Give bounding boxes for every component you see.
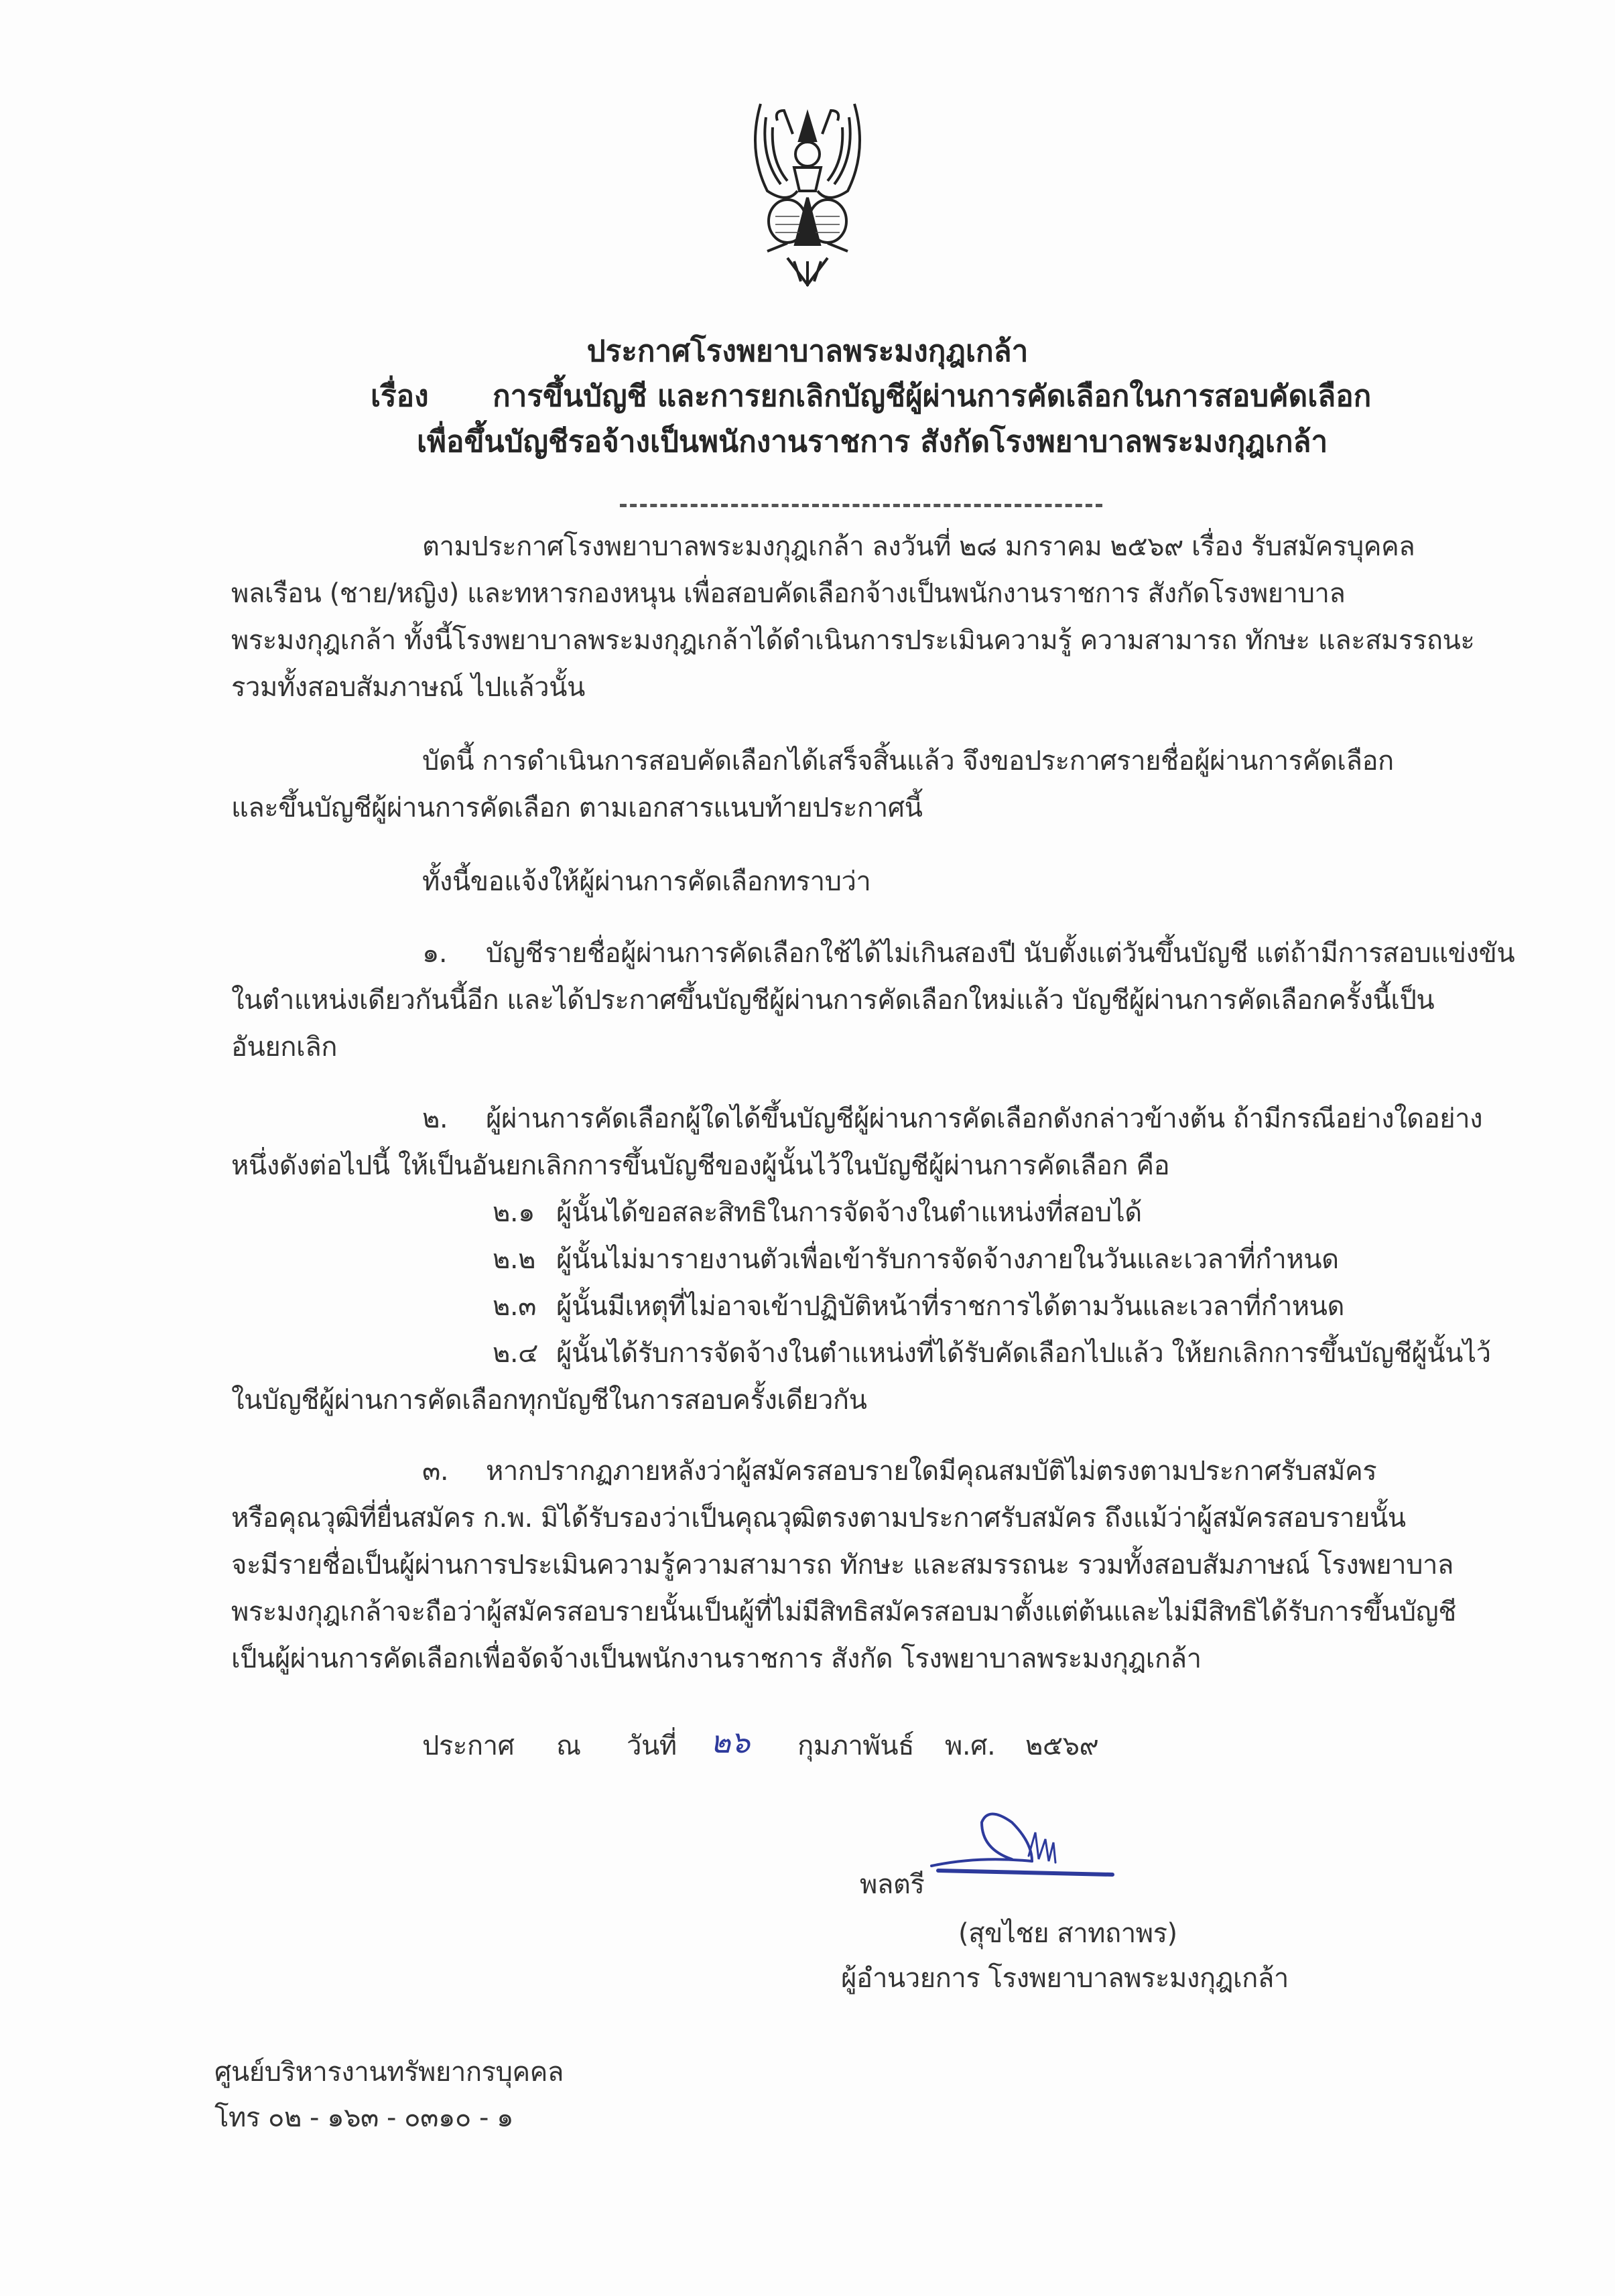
item3-line3: จะมีรายชื่อเป็นผู้ผ่านการประเมินความรู้ความสามารถ ทักษะ และสมรรถนะ รวมทั้งสอบสัมภาษณ์ โรงพยาบาล	[231, 1550, 1454, 1580]
para1-line1: ตามประกาศโรงพยาบาลพระมงกุฎเกล้า ลงวันที่ ๒๘ มกราคม ๒๕๖๙ เรื่อง รับสมัครบุคคล	[422, 531, 1415, 562]
signature-name: (สุขไชย สาทถาพร)	[958, 1918, 1177, 1949]
item2-number: ๒.	[422, 1103, 448, 1134]
date-year-label: พ.ศ.	[945, 1731, 996, 1761]
para1-line4: รวมทั้งสอบสัมภาษณ์ ไปแล้วนั้น	[231, 672, 585, 703]
para2-line1: บัดนี้ การดำเนินการสอบคัดเลือกได้เสร็จสิ้นแล้ว จึงขอประกาศรายชื่อผู้ผ่านการคัดเลือก	[422, 746, 1394, 776]
para2-line2: และขึ้นบัญชีผู้ผ่านการคัดเลือก ตามเอกสารแนบท้ายประกาศนี้	[231, 793, 923, 823]
item2-line2: หนึ่งดังต่อไปนี้ ให้เป็นอันยกเลิกการขึ้นบัญชีของผู้นั้นไว้ในบัญชีผู้ผ่านการคัดเลือก คือ	[231, 1150, 1170, 1181]
subject-label: เรื่อง	[371, 379, 429, 413]
item3-number: ๓.	[422, 1456, 449, 1487]
date-at-label: ณ	[556, 1731, 581, 1761]
item3-line5: เป็นผู้ผ่านการคัดเลือกเพื่อจัดจ้างเป็นพนักงานราชการ สังกัด โรงพยาบาลพระมงกุฎเกล้า	[231, 1643, 1202, 1674]
item1-line1: บัญชีรายชื่อผู้ผ่านการคัดเลือกใช้ได้ไม่เกินสองปี นับตั้งแต่วันขึ้นบัญชี แต่ถ้ามีการสอบแข่งขัน	[486, 938, 1515, 969]
item2-line1: ผู้ผ่านการคัดเลือกผู้ใดได้ขึ้นบัญชีผู้ผ่านการคัดเลือกดังกล่าวข้างต้น ถ้ามีกรณีอย่างใดอย่าง	[486, 1103, 1483, 1134]
subitem-2-2-number: ๒.๒	[493, 1244, 535, 1275]
garuda-emblem-icon	[740, 90, 875, 291]
signature-position: ผู้อำนวยการ โรงพยาบาลพระมงกุฎเกล้า	[841, 1963, 1289, 1994]
separator-line	[620, 504, 1102, 507]
date-month: กุมภาพันธ์	[797, 1731, 915, 1761]
subitem-2-2-text: ผู้นั้นไม่มารายงานตัวเพื่อเข้ารับการจัดจ้างภายในวันและเวลาที่กำหนด	[556, 1244, 1339, 1275]
date-day-handwritten: ๒๖	[710, 1724, 750, 1760]
subitem-2-1-number: ๒.๑	[493, 1197, 535, 1228]
item1-number: ๑.	[422, 938, 448, 969]
subject-line-1: การขึ้นบัญชี และการยกเลิกบัญชีผู้ผ่านการคัดเลือกในการสอบคัดเลือก	[493, 379, 1372, 413]
footer-department: ศูนย์บริหารงานทรัพยากรบุคคล	[214, 2057, 564, 2088]
signature-rank: พลตรี	[860, 1869, 925, 1900]
subitem-2-3-text: ผู้นั้นมีเหตุที่ไม่อาจเข้าปฏิบัติหน้าที่ราชการได้ตามวันและเวลาที่กำหนด	[556, 1291, 1344, 1322]
item3-line4: พระมงกุฎเกล้าจะถือว่าผู้สมัครสอบรายนั้นเป็นผู้ที่ไม่มีสิทธิสมัครสอบมาตั้งแต่ต้นและไม่มีสิทธิได้รับการขึ้นบัญชี	[231, 1597, 1456, 1627]
footer-phone: โทร ๐๒ - ๑๖๓ - ๐๓๑๐ - ๑	[214, 2102, 513, 2133]
date-announce-label: ประกาศ	[422, 1731, 515, 1761]
item3-line2: หรือคุณวุฒิที่ยื่นสมัคร ก.พ. มิได้รับรองว่าเป็นคุณวุฒิตรงตามประกาศรับสมัคร ถึงแม้ว่าผู้สมัครสอบรายนั้น	[231, 1503, 1406, 1534]
document-title: ประกาศโรงพยาบาลพระมงกุฎเกล้า	[586, 334, 1029, 368]
subitem-2-3-number: ๒.๓	[493, 1291, 536, 1322]
date-year: ๒๕๖๙	[1025, 1731, 1099, 1761]
subitem-2-1-text: ผู้นั้นได้ขอสละสิทธิในการจัดจ้างในตำแหน่งที่สอบได้	[556, 1197, 1142, 1228]
handwritten-signature-icon	[911, 1809, 1133, 1896]
item3-line1: หากปรากฏภายหลังว่าผู้สมัครสอบรายใดมีคุณสมบัติไม่ตรงตามประกาศรับสมัคร	[486, 1456, 1377, 1487]
subitem-2-4-text: ผู้นั้นได้รับการจัดจ้างในตำแหน่งที่ได้รับคัดเลือกไปแล้ว ให้ยกเลิกการขึ้นบัญชีผู้นั้นไว้	[556, 1338, 1491, 1369]
date-day-label: วันที่	[627, 1731, 677, 1761]
subitem-2-4-number: ๒.๔	[493, 1338, 538, 1369]
subject-line-2: เพื่อขึ้นบัญชีรอจ้างเป็นพนักงานราชการ สังกัดโรงพยาบาลพระมงกุฎเกล้า	[417, 425, 1328, 459]
item1-line3: อันยกเลิก	[231, 1032, 337, 1063]
para1-line3: พระมงกุฎเกล้า ทั้งนี้โรงพยาบาลพระมงกุฎเกล้าได้ดำเนินการประเมินความรู้ ความสามารถ ทักษะ และสมรรถนะ	[231, 625, 1475, 656]
para1-line2: พลเรือน (ชาย/หญิง) และทหารกองหนุน เพื่อสอบคัดเลือกจ้างเป็นพนักงานราชการ สังกัดโรงพยาบาล	[231, 578, 1346, 609]
item2-continuation: ในบัญชีผู้ผ่านการคัดเลือกทุกบัญชีในการสอบครั้งเดียวกัน	[231, 1385, 867, 1416]
para3: ทั้งนี้ขอแจ้งให้ผู้ผ่านการคัดเลือกทราบว่า	[422, 866, 871, 897]
item1-line2: ในตำแหน่งเดียวกันนี้อีก และได้ประกาศขึ้นบัญชีผู้ผ่านการคัดเลือกใหม่แล้ว บัญชีผู้ผ่านการคัดเลือกครั้งนี้เป็น	[231, 985, 1435, 1016]
